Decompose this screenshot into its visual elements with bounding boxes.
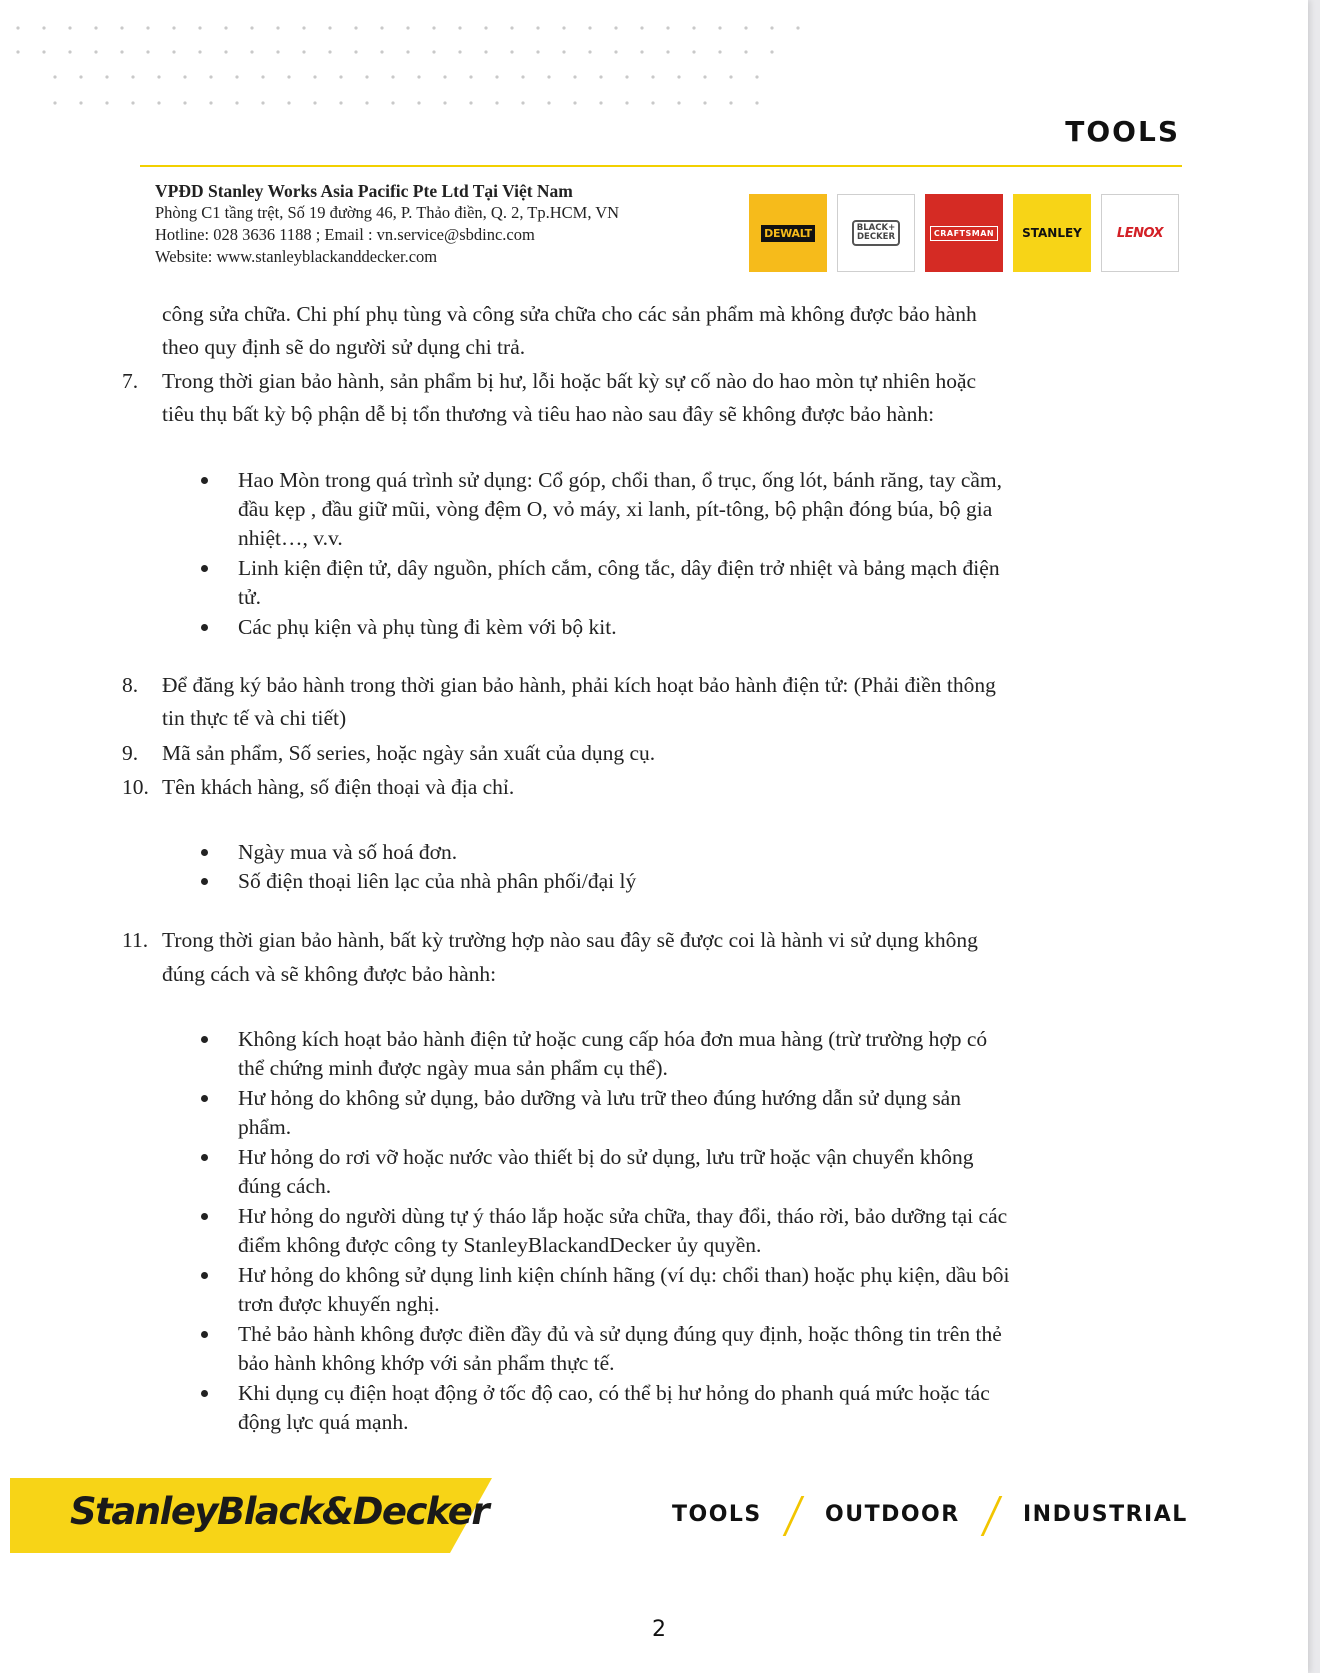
- decorative-dot: [770, 50, 773, 53]
- list-number: 7.: [122, 369, 139, 393]
- decorative-dot: [417, 101, 420, 104]
- decorative-dot: [573, 101, 576, 104]
- decorative-dot: [391, 75, 394, 78]
- decorative-dot: [261, 101, 264, 104]
- decorative-dot: [640, 50, 643, 53]
- bullet-item-line: Không kích hoạt bảo hành điện tử hoặc cung cấp hóa đơn mua hàng (trừ trường hợp có: [238, 1027, 988, 1051]
- decorative-dot: [172, 26, 175, 29]
- company-name: VPĐD Stanley Works Asia Pacific Pte Ltd Tại Việt Nam: [155, 181, 573, 201]
- header-divider: [140, 165, 1182, 167]
- decorative-dot: [666, 26, 669, 29]
- decorative-dot: [651, 101, 654, 104]
- decorative-dot: [640, 26, 643, 29]
- decorative-dot: [718, 50, 721, 53]
- decorative-dot: [521, 75, 524, 78]
- decorative-dot: [599, 101, 602, 104]
- decorative-dot-grid: [0, 0, 840, 110]
- decorative-dot: [365, 75, 368, 78]
- decorative-dot: [484, 26, 487, 29]
- craftsman-logo: CRAFTSMAN: [925, 194, 1003, 272]
- decorative-dot: [510, 26, 513, 29]
- decorative-dot: [16, 26, 19, 29]
- company-website: Website: www.stanleyblackanddecker.com: [155, 247, 438, 266]
- decorative-dot: [625, 75, 628, 78]
- paragraph-line: Mã sản phẩm, Số series, hoặc ngày sản xuất của dụng cụ.: [162, 741, 656, 765]
- decorative-dot: [744, 50, 747, 53]
- decorative-dot: [495, 75, 498, 78]
- decorative-dot: [458, 50, 461, 53]
- decorative-dot: [547, 101, 550, 104]
- paragraph-line: đúng cách và sẽ không được bảo hành:: [162, 962, 497, 986]
- decorative-dot: [380, 26, 383, 29]
- decorative-dot: [703, 101, 706, 104]
- bullet-dot: [201, 1213, 208, 1220]
- decorative-dot: [79, 75, 82, 78]
- decorative-dot: [53, 75, 56, 78]
- decorative-dot: [796, 26, 799, 29]
- bullet-item-line: Hư hỏng do người dùng tự ý tháo lắp hoặc sửa chữa, thay đổi, tháo rời, bảo dưỡng tại các: [238, 1204, 1008, 1228]
- decorative-dot: [313, 75, 316, 78]
- footer-separator: [981, 1496, 1003, 1536]
- decorative-dot: [417, 75, 420, 78]
- bullet-item-line: Linh kiện điện tử, dây nguồn, phích cắm, công tắc, dây điện trở nhiệt và bảng mạch điện: [238, 556, 1000, 580]
- decorative-dot: [625, 101, 628, 104]
- black-decker-logo: BLACK+ DECKER: [837, 194, 915, 272]
- decorative-dot: [79, 101, 82, 104]
- footer-separator: [783, 1496, 805, 1536]
- decorative-dot: [729, 101, 732, 104]
- bullet-item-line: thể chứng minh được ngày mua sản phẩm cụ thể).: [238, 1056, 668, 1080]
- decorative-dot: [302, 26, 305, 29]
- decorative-dot: [131, 101, 134, 104]
- bullet-dot: [201, 878, 208, 885]
- company-contact: Hotline: 028 3636 1188 ; Email : vn.service@sbdinc.com: [155, 225, 535, 244]
- decorative-dot: [521, 101, 524, 104]
- decorative-dot: [250, 26, 253, 29]
- decorative-dot: [718, 26, 721, 29]
- decorative-dot: [755, 75, 758, 78]
- decorative-dot: [224, 50, 227, 53]
- bullet-item-line: Hư hỏng do không sử dụng linh kiện chính hãng (ví dụ: chổi than) hoặc phụ kiện, dầu bôi: [238, 1263, 1010, 1287]
- bullet-item-line: Thẻ bảo hành không được điền đầy đủ và sử dụng đúng quy định, hoặc thông tin trên thẻ: [238, 1322, 1002, 1346]
- bullet-dot: [201, 1272, 208, 1279]
- bullet-item-line: trơn được khuyến nghị.: [238, 1292, 440, 1316]
- bullet-item-line: Hư hỏng do rơi vỡ hoặc nước vào thiết bị do sử dụng, lưu trữ hoặc vận chuyển không: [238, 1145, 974, 1169]
- decorative-dot: [68, 26, 71, 29]
- decorative-dot: [380, 50, 383, 53]
- decorative-dot: [235, 101, 238, 104]
- decorative-dot: [536, 50, 539, 53]
- decorative-dot: [172, 50, 175, 53]
- decorative-dot: [365, 101, 368, 104]
- decorative-dot: [755, 101, 758, 104]
- list-number: 11.: [122, 928, 149, 952]
- paragraph-line: Trong thời gian bảo hành, bất kỳ trường hợp nào sau đây sẽ được coi là hành vi sử dụng không: [162, 928, 978, 952]
- decorative-dot: [146, 50, 149, 53]
- decorative-dot: [183, 101, 186, 104]
- list-number: 9.: [122, 741, 139, 765]
- dewalt-logo: DEWALT: [749, 194, 827, 272]
- bullet-item-line: Các phụ kiện và phụ tùng đi kèm với bộ kit.: [238, 615, 617, 639]
- bullet-item-line: điểm không được công ty StanleyBlackandDecker ủy quyền.: [238, 1233, 762, 1257]
- decorative-dot: [120, 26, 123, 29]
- section-title: TOOLS: [1065, 115, 1180, 148]
- decorative-dot: [105, 101, 108, 104]
- decorative-dot: [354, 26, 357, 29]
- company-info: [155, 180, 619, 268]
- decorative-dot: [16, 50, 19, 53]
- decorative-dot: [328, 26, 331, 29]
- decorative-dot: [692, 50, 695, 53]
- stanley-logo: STANLEY: [1013, 194, 1091, 272]
- bullet-dot: [201, 1390, 208, 1397]
- decorative-dot: [68, 50, 71, 53]
- bullet-item-line: Hao Mòn trong quá trình sử dụng: Cổ góp, chổi than, ổ trục, ống lót, bánh răng, tay cầm,: [238, 468, 1003, 492]
- decorative-dot: [692, 26, 695, 29]
- paragraph-line: Để đăng ký bảo hành trong thời gian bảo hành, phải kích hoạt bảo hành điện tử: (Phải điền thông: [162, 673, 996, 697]
- decorative-dot: [666, 50, 669, 53]
- decorative-dot: [588, 50, 591, 53]
- decorative-dot: [235, 75, 238, 78]
- decorative-dot: [250, 50, 253, 53]
- decorative-dot: [131, 75, 134, 78]
- decorative-dot: [443, 101, 446, 104]
- decorative-dot: [120, 50, 123, 53]
- decorative-dot: [276, 50, 279, 53]
- company-address: Phòng C1 tầng trệt, Số 19 đường 46, P. Thảo điền, Q. 2, Tp.HCM, VN: [155, 203, 620, 222]
- decorative-dot: [157, 101, 160, 104]
- bullet-item-line: nhiệt…, v.v.: [238, 526, 343, 550]
- decorative-dot: [42, 26, 45, 29]
- decorative-dot: [432, 26, 435, 29]
- bullet-item-line: tử.: [238, 585, 262, 609]
- decorative-dot: [484, 50, 487, 53]
- paragraph-line: Tên khách hàng, số điện thoại và địa chỉ.: [162, 775, 515, 799]
- bullet-dot: [201, 624, 208, 631]
- decorative-dot: [614, 26, 617, 29]
- decorative-dot: [146, 26, 149, 29]
- paragraph-line: theo quy định sẽ do người sử dụng chi trả.: [162, 335, 526, 359]
- decorative-dot: [94, 26, 97, 29]
- decorative-dot: [599, 75, 602, 78]
- footer-brand-name: StanleyBlack&Decker: [70, 1490, 489, 1533]
- paragraph-line: công sửa chữa. Chi phí phụ tùng và công sửa chữa cho các sản phẩm mà không được bảo hành: [162, 302, 977, 326]
- paragraph-line: tin thực tế và chi tiết): [162, 706, 347, 730]
- decorative-dot: [157, 75, 160, 78]
- bullet-dot: [201, 1331, 208, 1338]
- decorative-dot: [198, 26, 201, 29]
- brand-logos: [749, 194, 1179, 272]
- decorative-dot: [406, 50, 409, 53]
- list-number: 8.: [122, 673, 139, 697]
- decorative-dot: [588, 26, 591, 29]
- bullet-item-line: Khi dụng cụ điện hoạt động ở tốc độ cao, có thể bị hư hỏng do phanh quá mức hoặc tác: [238, 1381, 990, 1405]
- lenox-logo: LENOX: [1101, 194, 1179, 272]
- decorative-dot: [209, 101, 212, 104]
- decorative-dot: [354, 50, 357, 53]
- decorative-dot: [42, 50, 45, 53]
- decorative-dot: [573, 75, 576, 78]
- decorative-dot: [547, 75, 550, 78]
- decorative-dot: [677, 75, 680, 78]
- decorative-dot: [105, 75, 108, 78]
- decorative-dot: [391, 101, 394, 104]
- decorative-dot: [198, 50, 201, 53]
- decorative-dot: [406, 26, 409, 29]
- list-number: 10.: [122, 775, 149, 799]
- decorative-dot: [261, 75, 264, 78]
- bullet-item-line: Hư hỏng do không sử dụng, bảo dưỡng và lưu trữ theo đúng hướng dẫn sử dụng sản: [238, 1086, 961, 1110]
- decorative-dot: [562, 50, 565, 53]
- decorative-dot: [339, 101, 342, 104]
- decorative-dot: [770, 26, 773, 29]
- decorative-dot: [495, 101, 498, 104]
- footer-nav-outdoor: OUTDOOR: [825, 1502, 960, 1527]
- decorative-dot: [302, 50, 305, 53]
- decorative-dot: [276, 26, 279, 29]
- footer-nav-industrial: INDUSTRIAL: [1023, 1502, 1188, 1527]
- decorative-dot: [562, 26, 565, 29]
- decorative-dot: [744, 26, 747, 29]
- paragraph-line: tiêu thụ bất kỳ bộ phận dễ bị tổn thương và tiêu hao nào sau đây sẽ không được bảo hành:: [162, 402, 935, 426]
- decorative-dot: [536, 26, 539, 29]
- decorative-dot: [339, 75, 342, 78]
- bullet-item-line: đầu kẹp , đầu giữ mũi, vòng đệm O, vỏ máy, xi lanh, pít-tông, bộ phận đóng búa, bộ gia: [238, 497, 993, 521]
- decorative-dot: [458, 26, 461, 29]
- decorative-dot: [510, 50, 513, 53]
- bullet-dot: [201, 1095, 208, 1102]
- bullet-item-line: Số điện thoại liên lạc của nhà phân phối/đại lý: [238, 869, 637, 893]
- bullet-dot: [201, 565, 208, 572]
- decorative-dot: [677, 101, 680, 104]
- bullet-item-line: Ngày mua và số hoá đơn.: [238, 840, 458, 864]
- decorative-dot: [209, 75, 212, 78]
- decorative-dot: [328, 50, 331, 53]
- decorative-dot: [94, 50, 97, 53]
- bullet-dot: [201, 477, 208, 484]
- decorative-dot: [287, 101, 290, 104]
- decorative-dot: [469, 101, 472, 104]
- decorative-dot: [432, 50, 435, 53]
- decorative-dot: [224, 26, 227, 29]
- decorative-dot: [729, 75, 732, 78]
- decorative-dot: [53, 101, 56, 104]
- decorative-dot: [183, 75, 186, 78]
- bullet-dot: [201, 1036, 208, 1043]
- decorative-dot: [651, 75, 654, 78]
- footer-nav-tools: TOOLS: [672, 1502, 762, 1527]
- decorative-dot: [313, 101, 316, 104]
- decorative-dot: [287, 75, 290, 78]
- decorative-dot: [703, 75, 706, 78]
- bullet-item-line: bảo hành không khớp với sản phẩm thực tế.: [238, 1351, 615, 1375]
- bullet-dot: [201, 849, 208, 856]
- bullet-item-line: động lực quá mạnh.: [238, 1410, 409, 1434]
- bullet-item-line: đúng cách.: [238, 1174, 332, 1198]
- bullet-dot: [201, 1154, 208, 1161]
- decorative-dot: [469, 75, 472, 78]
- bullet-item-line: phẩm.: [238, 1115, 292, 1139]
- decorative-dot: [443, 75, 446, 78]
- decorative-dot: [614, 50, 617, 53]
- paragraph-line: Trong thời gian bảo hành, sản phẩm bị hư, lỗi hoặc bất kỳ sự cố nào do hao mòn tự nhiên hoặc: [162, 369, 977, 393]
- page-number: 2: [652, 1617, 666, 1642]
